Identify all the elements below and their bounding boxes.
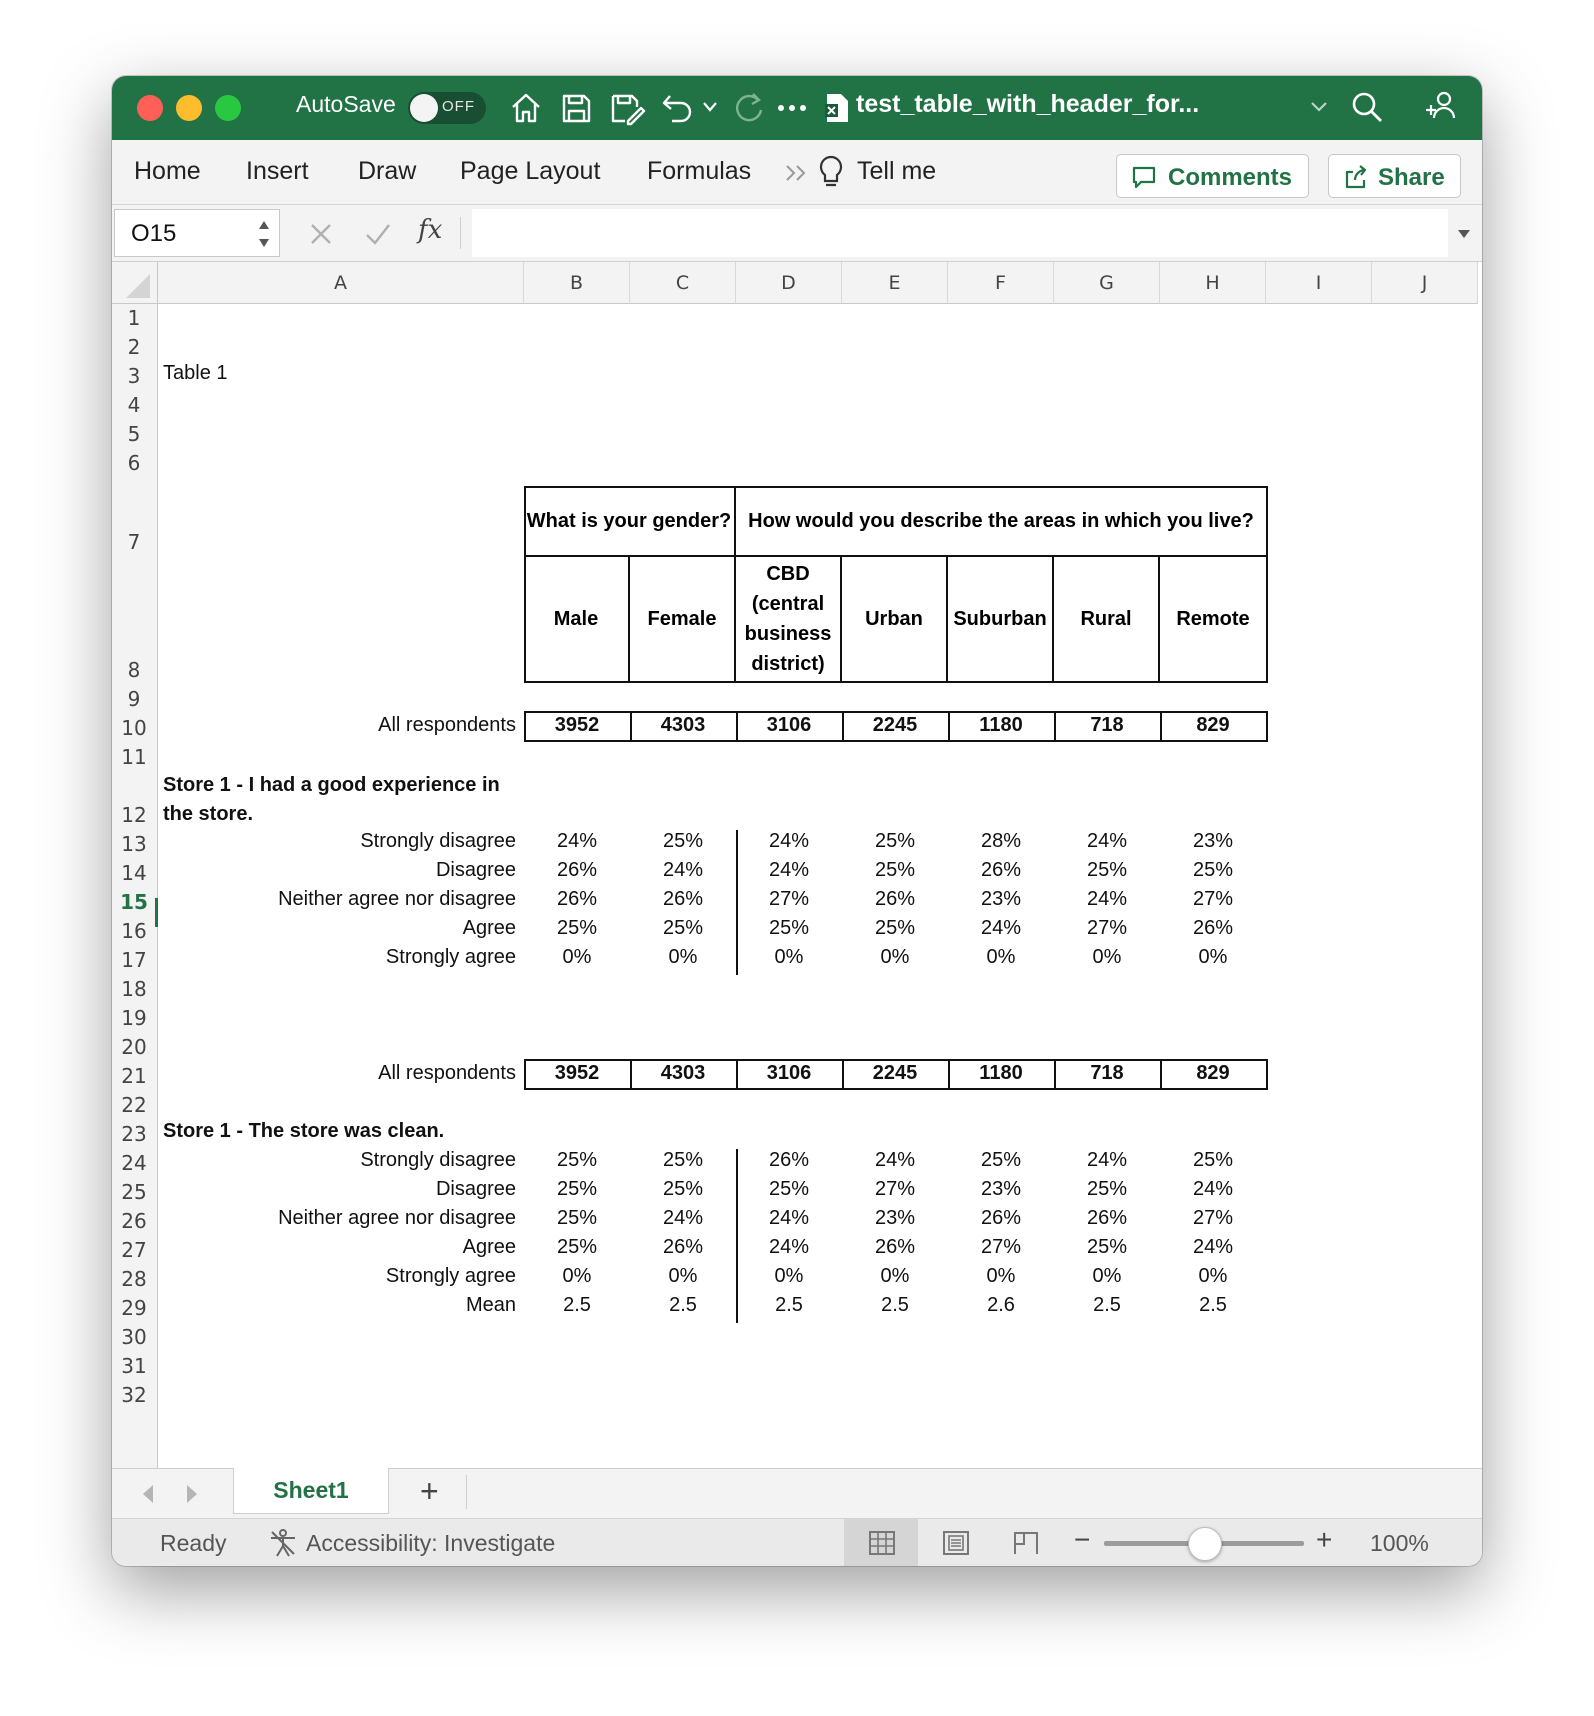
row-header-28[interactable]: 28	[121, 1267, 147, 1291]
row-header-29[interactable]: 29	[121, 1296, 147, 1320]
row-header-2[interactable]: 2	[127, 335, 141, 359]
all-respondents-value: 3952	[554, 714, 600, 736]
name-box-value: O15	[131, 220, 177, 247]
data-cell: 24%	[1086, 1149, 1128, 1171]
all-respondents-value: 1180	[979, 714, 1023, 736]
row-label-s2: Strongly agree	[385, 1265, 516, 1287]
expand-formula-icon[interactable]	[1456, 227, 1472, 241]
excel-file-icon	[824, 92, 850, 124]
more-tabs-icon[interactable]	[785, 164, 809, 182]
zoom-in-button[interactable]: +	[1316, 1524, 1333, 1555]
sheet-tab-sheet1[interactable]: Sheet1	[233, 1468, 389, 1514]
function-icon[interactable]: fx	[418, 215, 443, 245]
column-header-g[interactable]: G	[1054, 262, 1160, 304]
data-cell: 0%	[1092, 1265, 1122, 1287]
accessibility-icon	[268, 1528, 298, 1558]
subheader-remote: Remote	[1176, 608, 1250, 630]
comment-icon	[1131, 165, 1157, 189]
data-cell: 24%	[768, 1207, 810, 1229]
data-cell: 25%	[768, 1178, 810, 1200]
data-cell: 25%	[556, 917, 598, 939]
data-cell: 25%	[662, 1149, 704, 1171]
formula-input[interactable]	[472, 209, 1448, 257]
data-cell: 27%	[768, 888, 810, 910]
all-respondents-label-table1: All respondents	[378, 714, 516, 736]
autosave-state: OFF	[442, 98, 475, 115]
row-header-7[interactable]: 7	[127, 530, 141, 554]
data-cell: 24%	[980, 917, 1022, 939]
row-header-27[interactable]: 27	[121, 1238, 147, 1262]
share-label: Share	[1378, 164, 1445, 191]
column-header-a[interactable]: A	[158, 262, 524, 304]
all-respondents-label-table2: All respondents	[378, 1062, 516, 1084]
data-cell: 27%	[980, 1236, 1022, 1258]
data-cell: 0%	[1092, 946, 1122, 968]
data-cell: 0%	[562, 946, 592, 968]
all-respondents-value: 4303	[660, 1062, 706, 1084]
column-header-j[interactable]: J	[1372, 262, 1478, 304]
data-cell: 26%	[556, 888, 598, 910]
toggle-knob	[410, 94, 438, 122]
row-header-12[interactable]: 12	[121, 803, 147, 827]
data-cell: 25%	[662, 917, 704, 939]
data-cell: 25%	[1086, 1236, 1128, 1258]
data-cell: 24%	[1192, 1178, 1234, 1200]
row-header-32[interactable]: 32	[121, 1383, 147, 1407]
worksheet-grid[interactable]	[112, 262, 1482, 1537]
data-cell: 26%	[980, 1207, 1022, 1229]
row-label-s2: Agree	[462, 1236, 516, 1258]
data-cell: 25%	[874, 859, 916, 881]
zoom-slider-track[interactable]	[1104, 1541, 1304, 1546]
data-cell: 26%	[768, 1149, 810, 1171]
search-icon[interactable]	[1350, 90, 1384, 124]
area-question-header: How would you describe the areas in which you live?	[748, 509, 1254, 532]
title-bar	[112, 76, 1482, 140]
data-cell: 24%	[768, 859, 810, 881]
row-header-11[interactable]: 11	[121, 745, 147, 769]
row-header-column	[112, 304, 158, 1537]
row-header-16[interactable]: 16	[121, 919, 147, 943]
data-cell: 25%	[556, 1178, 598, 1200]
undo-dropdown-icon[interactable]	[702, 100, 718, 114]
status-ready: Ready	[160, 1530, 227, 1556]
grid-view-icon	[868, 1530, 896, 1556]
data-cell: 0%	[774, 946, 804, 968]
row-header-31[interactable]: 31	[121, 1354, 147, 1378]
section2-title: Store 1 - The store was clean.	[163, 1120, 445, 1142]
row-label-s2: Disagree	[435, 1178, 516, 1200]
page-layout-view-icon[interactable]	[942, 1530, 970, 1556]
data-cell: 24%	[662, 859, 704, 881]
data-cell: 25%	[768, 917, 810, 939]
data-cell: 26%	[874, 888, 916, 910]
tell-me-search[interactable]: Tell me	[857, 157, 937, 185]
row-header-18[interactable]: 18	[121, 977, 147, 1001]
data-cell: 25%	[874, 917, 916, 939]
data-cell: 25%	[556, 1149, 598, 1171]
zoom-out-button[interactable]: −	[1074, 1524, 1091, 1555]
data-cell: 28%	[980, 830, 1022, 852]
data-cell: 25%	[556, 1207, 598, 1229]
data-cell: 23%	[980, 1178, 1022, 1200]
all-respondents-value: 2245	[872, 1062, 918, 1084]
subheader-male: Male	[524, 555, 630, 683]
status-bar	[112, 1518, 1482, 1566]
data-cell: 0%	[986, 946, 1016, 968]
data-cell: 25%	[1192, 1149, 1234, 1171]
all-respondents-value: 3106	[766, 1062, 812, 1084]
column-header-i[interactable]: I	[1266, 262, 1372, 304]
autosave-toggle[interactable]	[408, 92, 486, 124]
row-header-8[interactable]: 8	[127, 658, 141, 682]
data-cell: 24%	[556, 830, 598, 852]
data-cell: 26%	[1086, 1207, 1128, 1229]
subheader-urban: Urban	[842, 555, 948, 683]
row-header-6[interactable]: 6	[127, 451, 141, 475]
all-respondents-value: 2245	[872, 714, 918, 736]
document-title: test_table_with_header_for...	[856, 90, 1200, 118]
data-cell: 26%	[874, 1236, 916, 1258]
gender-area-divider-s2	[736, 1149, 738, 1323]
data-cell: 0%	[562, 1265, 592, 1287]
ribbon-tabs	[112, 140, 1482, 205]
row-label-s2: Neither agree nor disagree	[278, 1207, 516, 1229]
row-label-s2: Strongly disagree	[360, 1149, 516, 1171]
all-respondents-value: 718	[1090, 1062, 1124, 1084]
save-icon[interactable]	[558, 90, 594, 126]
more-icon[interactable]	[777, 104, 807, 112]
undo-icon[interactable]	[660, 90, 696, 126]
zoom-level[interactable]: 100%	[1370, 1530, 1429, 1556]
data-cell: 24%	[662, 1207, 704, 1229]
row-label-s1: Neither agree nor disagree	[278, 888, 516, 910]
data-cell: 24%	[1192, 1236, 1234, 1258]
data-cell: 27%	[1192, 888, 1234, 910]
select-all-icon	[124, 272, 152, 300]
column-header-f[interactable]: F	[948, 262, 1054, 304]
data-cell: 25%	[556, 1236, 598, 1258]
all-respondents-value: 718	[1090, 714, 1124, 736]
cancel-icon[interactable]	[308, 221, 334, 247]
lightbulb-icon	[818, 154, 844, 190]
gender-area-divider-s1	[736, 830, 738, 975]
row-header-1[interactable]: 1	[127, 306, 141, 330]
tab-formulas[interactable]: Formulas	[647, 157, 752, 185]
zoom-slider-thumb[interactable]	[1188, 1527, 1222, 1561]
accessibility-status[interactable]: Accessibility: Investigate	[306, 1530, 556, 1556]
row-header-30[interactable]: 30	[121, 1325, 147, 1349]
data-cell: 24%	[768, 1236, 810, 1258]
data-cell: 24%	[1086, 830, 1128, 852]
data-cell: 26%	[662, 1236, 704, 1258]
save-as-icon[interactable]	[608, 90, 646, 126]
close-window-button[interactable]	[137, 95, 163, 121]
row-header-3[interactable]: 3	[127, 364, 141, 388]
tab-draw[interactable]: Draw	[358, 157, 417, 185]
redo-icon[interactable]	[730, 90, 766, 126]
column-header-h[interactable]: H	[1160, 262, 1266, 304]
all-respondents-value: 829	[1196, 1062, 1230, 1084]
data-cell: 25%	[874, 830, 916, 852]
data-cell: 24%	[874, 1149, 916, 1171]
formula-divider	[460, 217, 461, 249]
data-cell: 2.5	[1093, 1294, 1121, 1316]
data-cell: 26%	[662, 888, 704, 910]
row-header-5[interactable]: 5	[127, 422, 141, 446]
data-cell: 27%	[1086, 917, 1128, 939]
data-cell: 25%	[1192, 859, 1234, 881]
data-cell: 27%	[874, 1178, 916, 1200]
data-cell: 25%	[662, 830, 704, 852]
data-cell: 26%	[556, 859, 598, 881]
row-label-s1: Disagree	[435, 859, 516, 881]
all-respondents-value: 829	[1196, 714, 1230, 736]
data-cell: 0%	[774, 1265, 804, 1287]
row-label-s1: Agree	[462, 917, 516, 939]
subheader-female: Female	[630, 555, 736, 683]
gender-question-header: What is your gender?	[524, 486, 736, 555]
data-cell: 2.5	[1199, 1294, 1227, 1316]
row-header-26[interactable]: 26	[121, 1209, 147, 1233]
column-header-e[interactable]: E	[842, 262, 948, 304]
table-title: Table 1	[163, 362, 228, 384]
row-header-17[interactable]: 17	[121, 948, 147, 972]
autosave-label: AutoSave	[296, 91, 396, 117]
data-cell: 23%	[980, 888, 1022, 910]
comments-button[interactable]	[1116, 154, 1309, 198]
tab-page-layout[interactable]: Page Layout	[460, 157, 601, 185]
all-respondents-value: 1180	[979, 1062, 1023, 1084]
data-cell: 26%	[980, 859, 1022, 881]
row-header-21[interactable]: 21	[121, 1064, 147, 1088]
row-header-14[interactable]: 14	[121, 861, 147, 885]
column-header-b[interactable]: B	[524, 262, 630, 304]
normal-view-button[interactable]	[844, 1519, 918, 1566]
data-cell: 23%	[1192, 830, 1234, 852]
title-dropdown-icon[interactable]	[1310, 100, 1328, 114]
data-cell: 26%	[1192, 917, 1234, 939]
data-cell: 0%	[880, 946, 910, 968]
row-header-13[interactable]: 13	[121, 832, 147, 856]
data-cell: 0%	[1198, 946, 1228, 968]
name-box[interactable]	[114, 209, 280, 257]
data-cell: 2.6	[987, 1294, 1015, 1316]
add-sheet-button[interactable]: +	[420, 1473, 439, 1509]
section1-title: Store 1 - I had a good experience in the store.	[163, 774, 500, 825]
row-header-22[interactable]: 22	[121, 1093, 147, 1117]
prev-sheet-icon[interactable]	[140, 1483, 156, 1505]
subheader-cbd: CBD (central business district)	[736, 555, 842, 683]
tab-divider	[466, 1475, 467, 1509]
data-cell: 2.5	[775, 1294, 803, 1316]
subheader-suburban: Suburban	[948, 555, 1054, 683]
row-header-19[interactable]: 19	[121, 1006, 147, 1030]
column-header-d[interactable]: D	[736, 262, 842, 304]
data-cell: 23%	[874, 1207, 916, 1229]
formula-bar	[112, 205, 1482, 262]
zoom-window-button[interactable]	[215, 95, 241, 121]
row-header-15[interactable]: 15	[120, 890, 148, 914]
row-header-24[interactable]: 24	[121, 1151, 147, 1175]
data-cell: 2.5	[669, 1294, 697, 1316]
data-cell: 2.5	[563, 1294, 591, 1316]
row-header-4[interactable]: 4	[127, 393, 141, 417]
data-cell: 24%	[768, 830, 810, 852]
row-label-s1: Strongly agree	[385, 946, 516, 968]
minimize-window-button[interactable]	[176, 95, 202, 121]
row-header-25[interactable]: 25	[121, 1180, 147, 1204]
data-cell: 27%	[1192, 1207, 1234, 1229]
row-header-9[interactable]: 9	[127, 687, 141, 711]
data-cell: 0%	[668, 946, 698, 968]
data-cell: 25%	[980, 1149, 1022, 1171]
data-cell: 0%	[880, 1265, 910, 1287]
row-header-20[interactable]: 20	[121, 1035, 147, 1059]
all-respondents-value: 3106	[766, 714, 812, 736]
sheet-tab-bar	[112, 1468, 1482, 1519]
all-respondents-value: 4303	[660, 714, 706, 736]
data-cell: 25%	[662, 1178, 704, 1200]
row-header-10[interactable]: 10	[121, 716, 147, 740]
all-respondents-value: 3952	[554, 1062, 600, 1084]
data-cell: 25%	[1086, 1178, 1128, 1200]
data-cell: 0%	[668, 1265, 698, 1287]
comments-label: Comments	[1168, 164, 1293, 191]
data-cell: 24%	[1086, 888, 1128, 910]
home-icon[interactable]	[508, 90, 544, 126]
tab-home[interactable]: Home	[134, 157, 201, 185]
subheader-rural: Rural	[1054, 555, 1160, 683]
next-sheet-icon[interactable]	[184, 1483, 200, 1505]
data-cell: 2.5	[881, 1294, 909, 1316]
share-people-icon[interactable]	[1422, 90, 1458, 124]
column-header-c[interactable]: C	[630, 262, 736, 304]
enter-icon[interactable]	[364, 221, 392, 247]
select-all-corner[interactable]	[112, 262, 158, 304]
row-label-s2: Mean	[465, 1294, 516, 1316]
share-button[interactable]	[1328, 154, 1461, 198]
tab-insert[interactable]: Insert	[246, 157, 309, 185]
data-cell: 25%	[1086, 859, 1128, 881]
excel-window	[112, 76, 1482, 1566]
data-cell: 0%	[986, 1265, 1016, 1287]
name-box-stepper-icon[interactable]	[257, 217, 271, 251]
data-cell: 0%	[1198, 1265, 1228, 1287]
row-label-s1: Strongly disagree	[360, 830, 516, 852]
page-break-view-icon[interactable]	[1012, 1530, 1040, 1556]
share-icon	[1343, 164, 1369, 190]
row-header-23[interactable]: 23	[121, 1122, 147, 1146]
